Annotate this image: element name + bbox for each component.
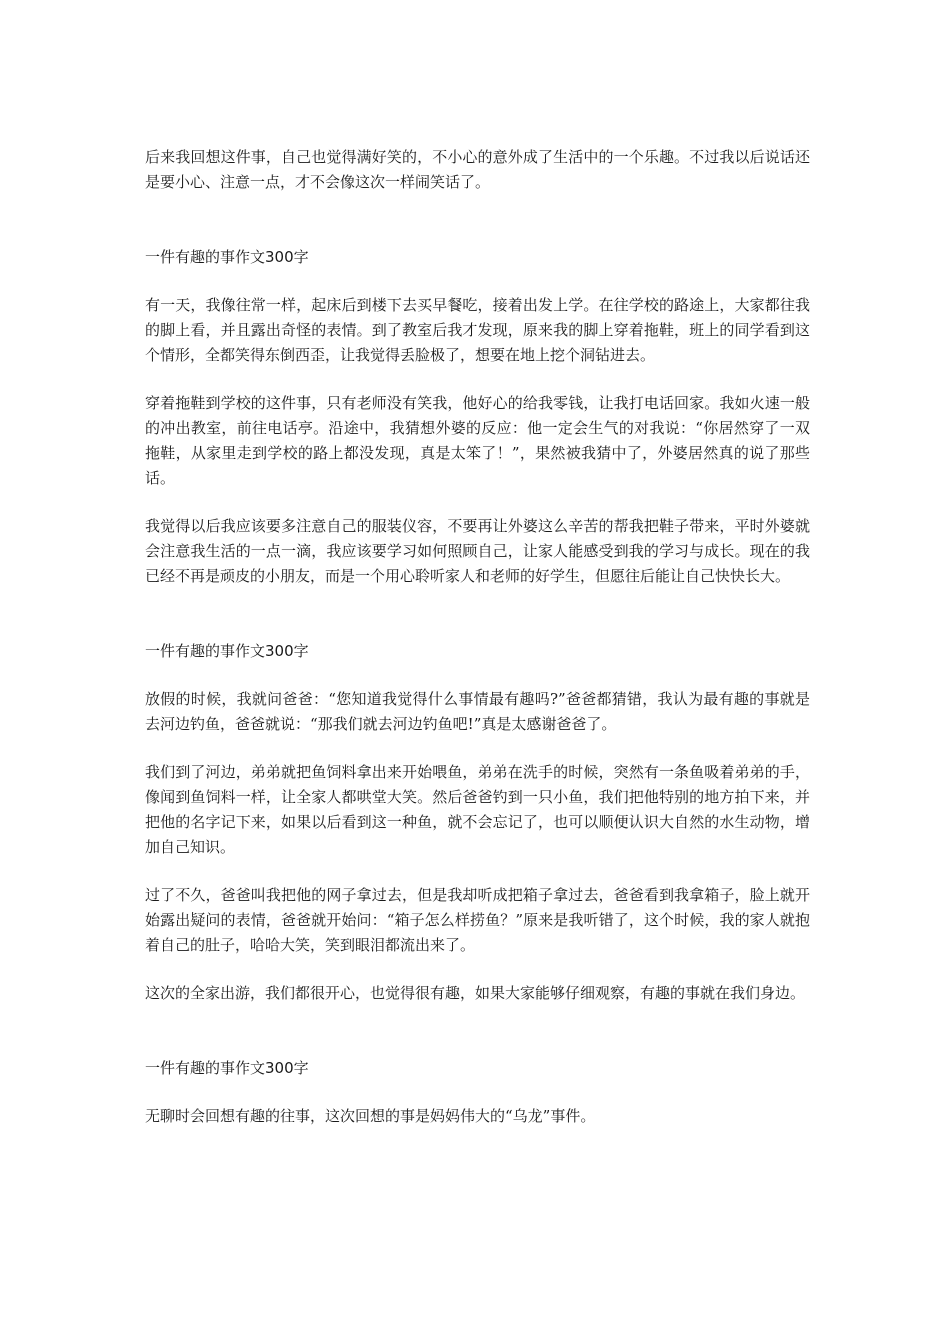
paragraph: 这次的全家出游，我们都很开心，也觉得很有趣，如果大家能够仔细观察，有趣的事就在我们身边。 [145,984,806,1002]
paragraph: 后来我回想这件事，自己也觉得满好笑的，不小心的意外成了生活中的一个乐趣。不过我以后说话还是要小心、注意一点，才不会像这次一样闹笑话了。 [145,148,810,191]
paragraph: 我觉得以后我应该要多注意自己的服装仪容，不要再让外婆这么辛苦的帮我把鞋子带来，平时外婆就会注意我生活的一点一滴，我应该要学习如何照顾自己，让家人能感受到我的学习与成长。现在的我已经不再是顽皮的小朋友，而是一个用心聆听家人和老师的好学生，但愿往后能让自己快快长大。 [145,517,810,585]
paragraph-gap [145,368,810,391]
section-gap [145,195,810,245]
section-heading: 一件有趣的事作文300字 [145,248,309,266]
paragraph: 无聊时会回想有趣的往事，这次回想的事是妈妈伟大的“乌龙”事件。 [145,1107,596,1125]
section-heading: 一件有趣的事作文300字 [145,642,309,660]
paragraph-gap [145,860,810,883]
paragraph-gap [145,958,810,981]
section-gap [145,589,810,639]
paragraph: 过了不久，爸爸叫我把他的网子拿过去，但是我却听成把箱子拿过去，爸爸看到我拿箱子，脸上就开始露出疑问的表情，爸爸就开始问：“箱子怎么样捞鱼？”原来是我听错了，这个时候，我的家人就抱着自己的肚子，哈哈大笑，笑到眼泪都流出来了。 [145,886,810,954]
paragraph: 穿着拖鞋到学校的这件事，只有老师没有笑我，他好心的给我零钱，让我打电话回家。我如火速一般的冲出教室，前往电话亭。沿途中，我猜想外婆的反应：他一定会生气的对我说：“你居然穿了一双拖鞋，从家里走到学校的路上都没发现，真是太笨了！”，果然被我猜中了，外婆居然真的说了那些话。 [145,394,810,487]
document-body [145,145,810,1129]
paragraph-gap [145,270,810,293]
section-heading: 一件有趣的事作文300字 [145,1059,309,1077]
paragraph: 放假的时候，我就问爸爸：“您知道我觉得什么事情最有趣吗?”爸爸都猜错，我认为最有趣的事就是去河边钓鱼，爸爸就说：“那我们就去河边钓鱼吧!”真是太感谢爸爸了。 [145,690,810,733]
paragraph: 我们到了河边，弟弟就把鱼饲料拿出来开始喂鱼，弟弟在洗手的时候，突然有一条鱼吸着弟弟的手，像闻到鱼饲料一样，让全家人都哄堂大笑。然后爸爸钓到一只小鱼，我们把他特别的地方拍下来，并把他的名字记下来，如果以后看到这一种鱼，就不会忘记了，也可以顺便认识大自然的水生动物，增加自己知识。 [145,763,810,856]
paragraph-gap [145,1081,810,1104]
paragraph-gap [145,664,810,687]
paragraph-gap [145,737,810,760]
paragraph-gap [145,491,810,514]
paragraph: 有一天，我像往常一样，起床后到楼下去买早餐吃，接着出发上学。在往学校的路途上，大家都往我的脚上看，并且露出奇怪的表情。到了教室后我才发现，原来我的脚上穿着拖鞋，班上的同学看到这个情形，全都笑得东倒西歪，让我觉得丢脸极了，想要在地上挖个洞钻进去。 [145,296,810,364]
section-gap [145,1006,810,1056]
